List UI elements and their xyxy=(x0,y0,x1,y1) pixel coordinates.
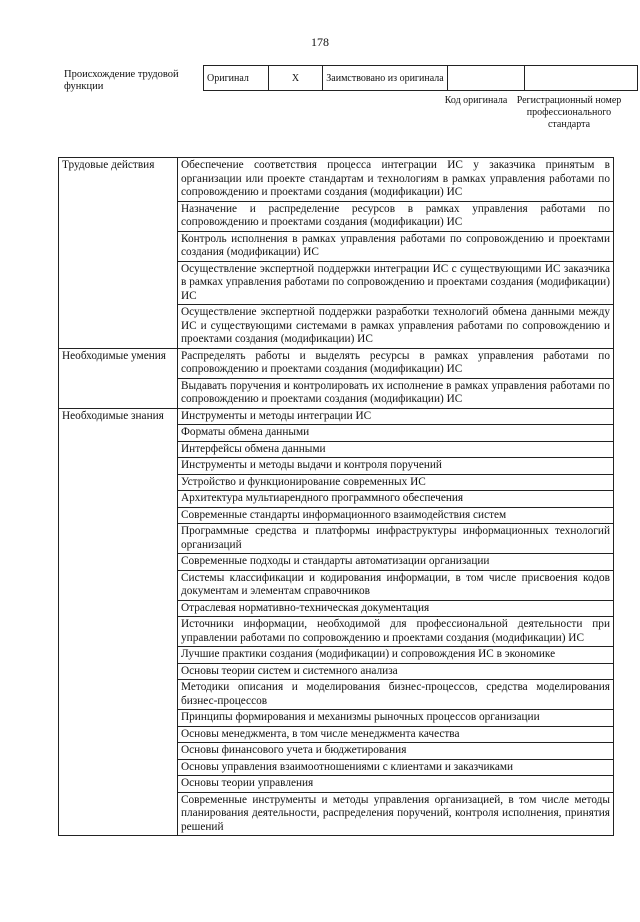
origin-label: Происхождение трудовой функции xyxy=(64,69,179,92)
section-item: Системы классификации и кодирования информации, в том числе присвоения кодов документам и элементам справочников xyxy=(178,570,614,600)
section-item: Основы теории систем и системного анализа xyxy=(178,663,614,680)
section-item: Назначение и распределение ресурсов в рамках управления работами по сопровождению и проектами создания (модификации) ИС xyxy=(178,201,614,231)
reg-number-label: Регистрационный номер профессионального стандарта xyxy=(516,95,622,130)
section-item: Современные подходы и стандарты автоматизации организации xyxy=(178,554,614,571)
original-cell: Оригинал xyxy=(204,66,269,91)
table-row xyxy=(59,158,614,202)
code-cell xyxy=(448,66,525,91)
section-item: Интерфейсы обмена данными xyxy=(178,441,614,458)
table-row xyxy=(59,408,614,425)
reg-number-cell xyxy=(525,66,638,91)
function-table xyxy=(58,157,614,836)
section-item: Основы менеджмента, в том числе менеджмента качества xyxy=(178,726,614,743)
section-title: Необходимые умения xyxy=(59,348,178,408)
section-title: Необходимые знания xyxy=(59,408,178,836)
borrowed-cell: Заимствовано из оригинала xyxy=(323,66,448,91)
section-item: Обеспечение соответствия процесса интеграции ИС у заказчика принятым в организации или проекте стандартам и технологиям в рамках управления работами по сопровождению и проектами создания (модификации) ИС xyxy=(178,158,614,202)
section-item: Контроль исполнения в рамках управления работами по сопровождению и проектами создания (модификации) ИС xyxy=(178,231,614,261)
section-item: Основы теории управления xyxy=(178,776,614,793)
code-label: Код оригинала xyxy=(444,95,508,106)
section-item: Основы финансового учета и бюджетирования xyxy=(178,743,614,760)
section-item: Устройство и функционирование современных ИС xyxy=(178,474,614,491)
section-item: Распределять работы и выделять ресурсы в рамках управления работами по сопровождению и проектами создания (модификации) ИС xyxy=(178,348,614,378)
section-item: Выдавать поручения и контролировать их исполнение в рамках управления работами по сопровождению и проектами создания (модификации) ИС xyxy=(178,378,614,408)
section-title: Трудовые действия xyxy=(59,158,178,349)
section-item: Инструменты и методы выдачи и контроля поручений xyxy=(178,458,614,475)
section-item: Программные средства и платформы инфраструктуры информационных технологий организаций xyxy=(178,524,614,554)
origin-table xyxy=(203,65,638,91)
section-item: Осуществление экспертной поддержки интеграции ИС с существующими ИС заказчика в рамках управления работами по сопровождению и проектами создания (модификации) ИС xyxy=(178,261,614,305)
section-item: Инструменты и методы интеграции ИС xyxy=(178,408,614,425)
section-item: Отраслевая нормативно-техническая документация xyxy=(178,600,614,617)
section-item: Принципы формирования и механизмы рыночных процессов организации xyxy=(178,710,614,727)
section-item: Осуществление экспертной поддержки разработки технологий обмена данными между ИС и существующими системами в рамках управления работами по сопровождению и проектами создания (модификации) ИС xyxy=(178,305,614,349)
section-item: Архитектура мультиарендного программного обеспечения xyxy=(178,491,614,508)
section-item: Методики описания и моделирования бизнес-процессов, средства моделирования бизнес-процессов xyxy=(178,680,614,710)
section-item: Основы управления взаимоотношениями с клиентами и заказчиками xyxy=(178,759,614,776)
section-item: Источники информации, необходимой для профессиональной деятельности при управлении работами по сопровождению и проектами создания (модификации) ИС xyxy=(178,617,614,647)
section-item: Форматы обмена данными xyxy=(178,425,614,442)
original-mark: X xyxy=(269,66,323,91)
section-item: Современные инструменты и методы управления организацией, в том числе методы планирования деятельности, распределения поручений, контроля исполнения, принятия решений xyxy=(178,792,614,836)
table-row xyxy=(59,348,614,378)
page-number: 178 xyxy=(311,35,329,49)
section-item: Лучшие практики создания (модификации) и сопровождения ИС в экономике xyxy=(178,647,614,664)
section-item: Современные стандарты информационного взаимодействия систем xyxy=(178,507,614,524)
